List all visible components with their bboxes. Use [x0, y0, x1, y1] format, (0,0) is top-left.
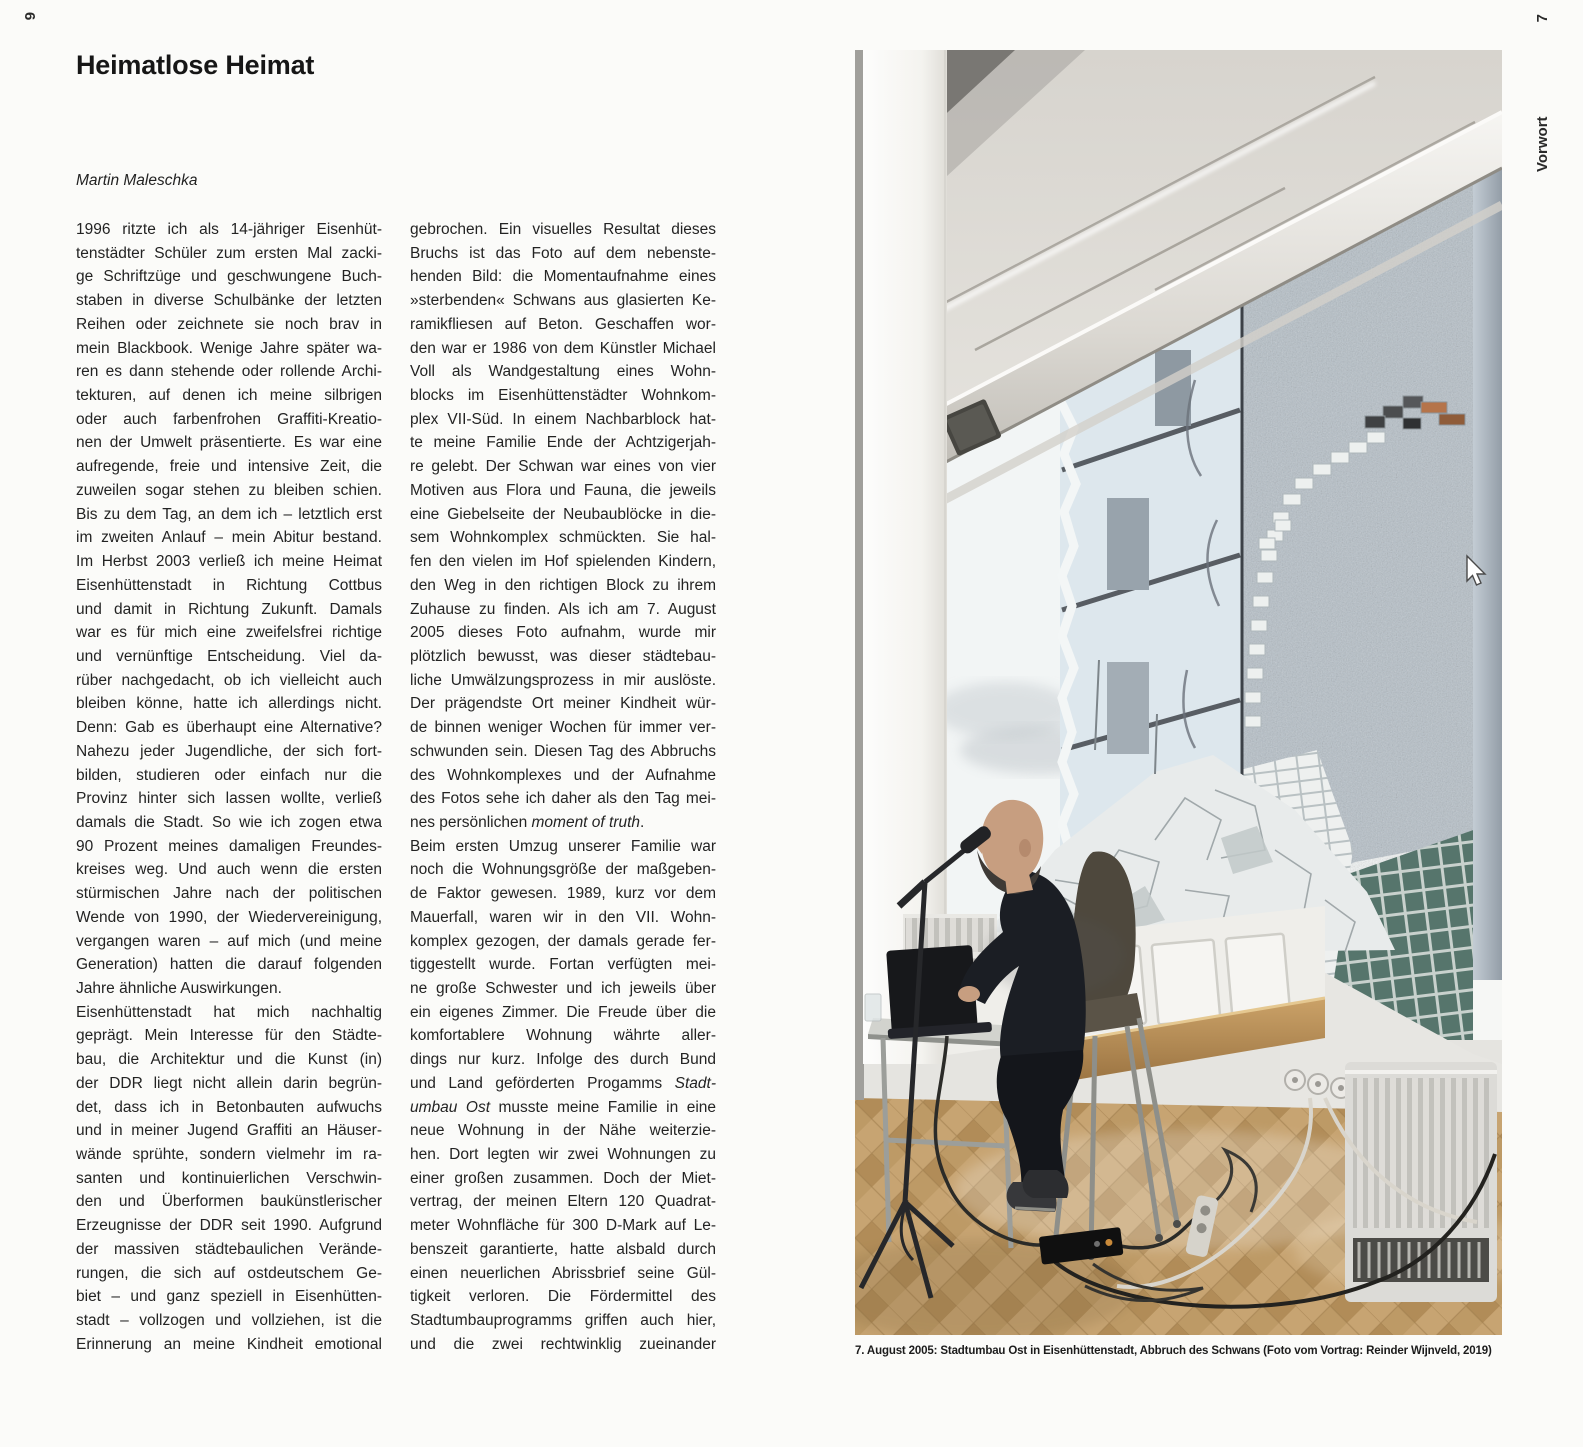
text-line: biet – und ganz speziell in Eisenhütten-: [76, 1288, 382, 1306]
text-line: aufregende, freie und intensive Zeit, die: [76, 458, 382, 476]
text-line: sem Wohnkomplex schmückten. Sie hal-: [410, 529, 716, 547]
text-line: stürmischen Jahre nach der politischen: [76, 885, 382, 903]
text-line: geprägt. Mein Interesse für den Städte-: [76, 1027, 382, 1045]
water-glass: [865, 994, 881, 1021]
text-line: det, dass ich in Betonbauten aufwuchs: [76, 1098, 382, 1116]
text-line: bilden, studieren oder einfach nur die: [76, 766, 382, 784]
text-line: und in meiner Jugend Graffiti an Häuser-: [76, 1122, 382, 1140]
text-line: den und Überformen baukünstlerischer: [76, 1193, 382, 1211]
text-line: ge Schriftzüge und geschwungene Buch-: [76, 268, 382, 286]
text-line: Eisenhüttenstadt hat mich nachhaltig: [76, 1003, 382, 1021]
text-line: ren es dann stehende oder rollende Archi-: [76, 363, 382, 381]
text-line: Stadtumbauprogramms griffen auch hier,: [410, 1312, 716, 1330]
text-line: tiggestellt wurde. Fortan verfügten mei-: [410, 956, 716, 974]
text-line: staben in diverse Schulbänke der letzten: [76, 292, 382, 310]
text-line: santen und kontinuierlichen Verschwin-: [76, 1169, 382, 1187]
section-label: Vorwort: [1534, 116, 1551, 172]
text-line: Beim ersten Umzug unserer Familie war: [410, 837, 716, 855]
page-title: Heimatlose Heimat: [76, 50, 315, 80]
text-line: bau, die Architektur und die Kunst (in): [76, 1051, 382, 1069]
text-line: plötzlich bewusst, was dieser städtebau-: [410, 647, 716, 665]
text-line: bleiben könne, hatte ich allerdings nicht.: [76, 695, 382, 713]
text-line: Reihen oder zeichnete sie noch brav in: [76, 315, 382, 333]
page-number-right: 7: [1534, 14, 1551, 23]
text-line: 1996 ritzte ich als 14-jähriger Eisenhüt-: [76, 221, 382, 238]
text-line: komplex gezogen, der damals gerade fer-: [410, 932, 716, 950]
text-line: im zweiten Anlauf – mein Abitur bestand.: [76, 529, 382, 547]
text-line: oder auch farbenfrohen Graffiti-Kreatio-: [76, 410, 382, 428]
text-line: der DDR liegt nicht allein darin begrün-: [76, 1074, 382, 1092]
text-line: noch die Wohnungsgröße der maßgeben-: [410, 861, 716, 879]
text-line: vergangen waren – auf mich (und meine: [76, 932, 382, 950]
text-line: Zuhause zu finden. Als ich am 7. August: [410, 600, 716, 618]
text-line: plex VII-Süd. In einem Nachbarblock hat-: [410, 410, 716, 428]
text-line: der massiven städtebaulichen Verände-: [76, 1240, 382, 1258]
text-line: damals die Stadt. So wie ich zogen etwa: [76, 813, 382, 831]
text-line: henden Bild: die Momentaufnahme eines: [410, 268, 716, 286]
text-line: des Wohnkomplexes und der Aufnahme: [410, 766, 716, 784]
text-column-1: [76, 218, 382, 1357]
text-line: ne große Schwester und ich jeweils über: [410, 980, 716, 997]
page-number-left: 6: [21, 12, 38, 21]
text-line: kreises weg. Und auch wenn die ersten: [76, 861, 382, 879]
radiator: [1345, 1062, 1497, 1302]
text-line: Generation) hatten die darauf folgenden: [76, 956, 382, 974]
text-line: und vernünftige Entscheidung. Viel da-: [76, 647, 382, 665]
text-line: umbau Ost musste meine Familie in eine: [410, 1098, 717, 1116]
text-column-2: [410, 218, 716, 1357]
text-line: Motiven aus Flora und Fauna, die jeweils: [410, 481, 716, 499]
text-line: gebrochen. Ein visuelles Resultat dieses: [410, 221, 716, 238]
text-line: und damit in Richtung Zukunft. Damals: [76, 600, 382, 618]
text-line: war es für mich eine zweifelsfrei richtige: [76, 624, 382, 642]
text-line: komfortablere Wohnung währte aller-: [410, 1027, 716, 1045]
text-line: rungen, die sich auf ostdeutschem Ge-: [76, 1264, 382, 1282]
text-line: stadt – vollzogen und vollziehen, ist die: [76, 1312, 382, 1330]
text-line: des Fotos sehe ich daher als den Tag mei-: [410, 790, 716, 808]
text-line: dings nur kurz. Infolge des durch Bund: [410, 1051, 716, 1069]
text-line: Mauerfall, waren wir in den VII. Wohn-: [410, 908, 716, 926]
text-line: eine Giebelseite der Neubaublöcke in die-: [410, 505, 716, 523]
text-line: wände sprühte, sondern vielmehr im ra-: [76, 1146, 382, 1164]
text-line: re gelebt. Der Schwan war eines von vier: [410, 458, 716, 476]
text-line: schwunden sein. Diesen Tag des Abbruchs: [410, 742, 716, 760]
text-line: 90 Prozent meines damaligen Freundes-: [76, 837, 382, 855]
text-line: Wende von 1990, der Wiedervereinigung,: [76, 908, 382, 926]
text-line: blocks im Eisenhüttenstädter Wohnkom-: [410, 387, 716, 405]
text-line: ein eigenes Zimmer. Die Freude über die: [410, 1003, 716, 1021]
text-line: Erzeugnisse der DDR seit 1990. Aufgrund: [76, 1217, 382, 1235]
text-line: neue Wohnung in der Nähe weiterzie-: [410, 1122, 716, 1140]
text-line: Nahezu jeder Jugendliche, der sich fort-: [76, 742, 382, 760]
text-line: te meine Familie Ende der Achtzigerjah-: [410, 434, 716, 452]
text-line: einer großen zusammen. Doch der Miet-: [410, 1169, 716, 1187]
text-line: fen den vielen im Hof spielenden Kindern,: [410, 553, 716, 571]
text-line: Erinnerung an meine Kindheit emotional: [76, 1335, 382, 1353]
text-line: Im Herbst 2003 verließ ich meine Heimat: [76, 553, 382, 571]
text-line: Bis zu dem Tag, an dem ich – letztlich erst: [76, 505, 382, 523]
text-line: »sterbenden« Schwans aus glasierten Ke-: [410, 292, 716, 310]
text-line: Bruchs ist das Foto auf dem nebenste-: [410, 244, 716, 262]
text-line: nes persönlichen moment of truth.: [410, 813, 645, 831]
text-line: Der prägendste Ort meiner Kindheit wür-: [410, 695, 716, 713]
right-margin-header: [1534, 14, 1551, 172]
text-line: liche Umwälzungsprozess in mir auslöste.: [410, 671, 716, 689]
text-line: mein Blackbook. Wenige Jahre später wa-: [76, 339, 382, 357]
text-line: zuweilen sogar stehen zu bleiben schien.: [76, 481, 382, 499]
text-line: einen neuerlichen Abrissbrief seine Gül-: [410, 1264, 716, 1282]
text-line: und die zwei rechtwinklig zueinander: [410, 1335, 716, 1353]
text-line: Eisenhüttenstadt in Richtung Cottbus: [76, 576, 382, 594]
text-line: Provinz hinter sich lassen wollte, verließ: [76, 790, 382, 808]
text-line: 2005 dieses Foto aufnahm, wurde mir: [410, 624, 716, 642]
text-line: benszeit garantierte, hatte alsbald durch: [410, 1240, 716, 1258]
text-line: hen. Dort legten wir zwei Wohnungen zu: [410, 1146, 716, 1164]
text-line: meter Wohnfläche für 300 D-Mark auf Le-: [410, 1217, 716, 1235]
text-line: Jahre ähnliche Auswirkungen.: [76, 980, 282, 997]
text-line: tenstädter Schüler zum ersten Mal zacki-: [76, 244, 382, 262]
text-line: tigkeit verloren. Die Fördermittel des: [410, 1288, 716, 1306]
text-line: den Weg in den richtigen Block zu ihrem: [410, 576, 716, 594]
text-line: vertrag, der meinen Eltern 120 Quadrat-: [410, 1193, 716, 1211]
photo-caption: 7. August 2005: Stadtumbau Ost in Eisenhüttenstadt, Abbruch des Schwans (Foto vom Vortrag: Reinder Wijnveld, 2019): [855, 1345, 1492, 1357]
text-line: den war er 1986 von dem Künstler Michael: [410, 339, 716, 357]
text-line: de binnen weniger Wochen für immer ver-: [410, 719, 716, 737]
text-line: Voll als Wandgestaltung eines Wohn-: [410, 363, 716, 381]
text-line: rüber nachgedacht, ob ich vielleicht auch: [76, 671, 382, 689]
text-line: und Land geförderten Progamms Stadt-: [410, 1074, 716, 1092]
lecture-photo: [855, 50, 1502, 1335]
text-line: nen der Umwelt präsentierte. Es war eine: [76, 434, 382, 452]
text-line: ramikfliesen auf Beton. Geschaffen wor-: [410, 315, 716, 333]
text-line: de Faktor gewesen. 1989, kurz vor dem: [410, 885, 716, 903]
text-line: Denn: Gab es überhaupt eine Alternative?: [76, 719, 382, 737]
author-name: Martin Maleschka: [76, 172, 198, 189]
text-line: tekturen, auf denen ich meine silbrigen: [76, 387, 382, 405]
